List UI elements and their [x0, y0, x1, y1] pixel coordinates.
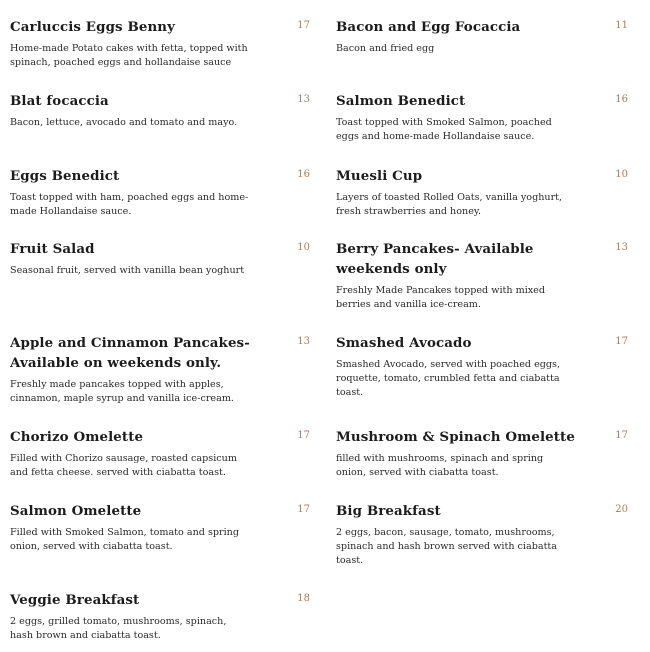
menu-item: [10, 239, 310, 278]
menu-item-price: 18: [297, 593, 310, 604]
menu-item-description: Layers of toasted Rolled Oats, vanilla yoghurt, fresh strawberries and honey.: [336, 192, 563, 217]
menu-item-price: 13: [297, 336, 310, 347]
menu-item-header: [336, 333, 636, 353]
menu-item-name: Apple and Cinnamon Pancakes- Available on weekends only.: [10, 335, 250, 371]
menu-item-description: Filled with Smoked Salmon, tomato and spring onion, served with ciabatta toast.: [10, 527, 239, 552]
menu-item-header: [10, 333, 310, 373]
menu-item-description: 2 eggs, bacon, sausage, tomato, mushrooms, spinach and hash brown served with ciabatta toast.: [336, 527, 558, 566]
menu-item-price: 17: [297, 20, 310, 31]
menu-item-header: [10, 17, 310, 37]
menu-item-description: 2 eggs, grilled tomato, mushrooms, spinach, hash brown and ciabatta toast.: [10, 616, 227, 641]
menu-item-description: Filled with Chorizo sausage, roasted capsicum and fetta cheese. served with ciabatta toast.: [10, 453, 237, 478]
menu-item-description: Freshly made pancakes topped with apples, cinnamon, maple syrup and vanilla ice-cream.: [10, 379, 234, 404]
menu-item-header: [336, 427, 636, 447]
menu-item-name: Blat focaccia: [10, 93, 109, 109]
menu-item-price: 17: [615, 430, 628, 441]
menu-item-name: Berry Pancakes- Available weekends only: [336, 241, 534, 277]
menu-item-description: Seasonal fruit, served with vanilla bean yoghurt: [10, 265, 245, 276]
menu-item: [10, 17, 310, 70]
menu-item: [336, 333, 636, 400]
menu-item-name: Fruit Salad: [10, 241, 95, 257]
menu-item: [336, 91, 636, 144]
menu-item-name: Muesli Cup: [336, 168, 423, 184]
menu-item-name: Salmon Benedict: [336, 93, 466, 109]
menu-item-description: Bacon and fried egg: [336, 43, 435, 54]
menu-item-name: Big Breakfast: [336, 503, 441, 519]
menu-item-header: [10, 590, 310, 610]
menu-item-price: 13: [615, 242, 628, 253]
menu-item-price: 17: [297, 430, 310, 441]
menu-item: [10, 427, 310, 480]
menu-item-price: 13: [297, 94, 310, 105]
menu-item-name: Veggie Breakfast: [10, 592, 140, 608]
menu-item-description: Toast topped with Smoked Salmon, poached eggs and home-made Hollandaise sauce.: [336, 117, 552, 142]
menu-item-header: [336, 17, 636, 37]
menu-item: [336, 501, 636, 568]
menu-item: [336, 427, 636, 480]
menu-item: [336, 239, 636, 312]
menu-item-description: filled with mushrooms, spinach and spring onion, served with ciabatta toast.: [336, 453, 544, 478]
menu-item-description: Freshly Made Pancakes topped with mixed berries and vanilla ice-cream.: [336, 285, 545, 310]
menu-item: [10, 166, 310, 219]
menu-item: [336, 17, 636, 56]
menu-item-name: Eggs Benedict: [10, 168, 120, 184]
menu-item-price: 16: [297, 169, 310, 180]
menu-item: [336, 166, 636, 219]
menu-item-price: 11: [615, 20, 628, 31]
menu-item: [10, 501, 310, 554]
menu-item-description: Bacon, lettuce, avocado and tomato and mayo.: [10, 117, 238, 128]
menu-item-header: [336, 91, 636, 111]
menu-item: [10, 333, 310, 406]
menu-item-price: 17: [297, 504, 310, 515]
menu-item: [10, 91, 310, 130]
menu-item-price: 20: [615, 504, 628, 515]
menu-item-header: [336, 166, 636, 186]
menu-item-price: 16: [615, 94, 628, 105]
menu-item-header: [10, 501, 310, 521]
menu-item-name: Salmon Omelette: [10, 503, 142, 519]
menu-item-name: Carluccis Eggs Benny: [10, 19, 176, 35]
menu-item-name: Mushroom & Spinach Omelette: [336, 429, 575, 445]
menu-item-price: 17: [615, 336, 628, 347]
menu-item-header: [10, 91, 310, 111]
menu-item-name: Smashed Avocado: [336, 335, 472, 351]
menu-item-header: [10, 166, 310, 186]
menu-item-price: 10: [615, 169, 628, 180]
menu-item-name: Bacon and Egg Focaccia: [336, 19, 521, 35]
menu-item-header: [336, 501, 636, 521]
menu-item: [10, 590, 310, 643]
menu-item-description: Home-made Potato cakes with fetta, topped with spinach, poached eggs and hollandaise sauce: [10, 43, 248, 68]
menu-item-header: [10, 427, 310, 447]
menu-item-price: 10: [297, 242, 310, 253]
menu-item-header: [10, 239, 310, 259]
menu-item-header: [336, 239, 636, 279]
menu-item-description: Toast topped with ham, poached eggs and home-made Hollandaise sauce.: [10, 192, 249, 217]
menu-item-name: Chorizo Omelette: [10, 429, 144, 445]
menu-item-description: Smashed Avocado, served with poached eggs, roquette, tomato, crumbled fetta and ciabatta toast.: [336, 359, 561, 398]
